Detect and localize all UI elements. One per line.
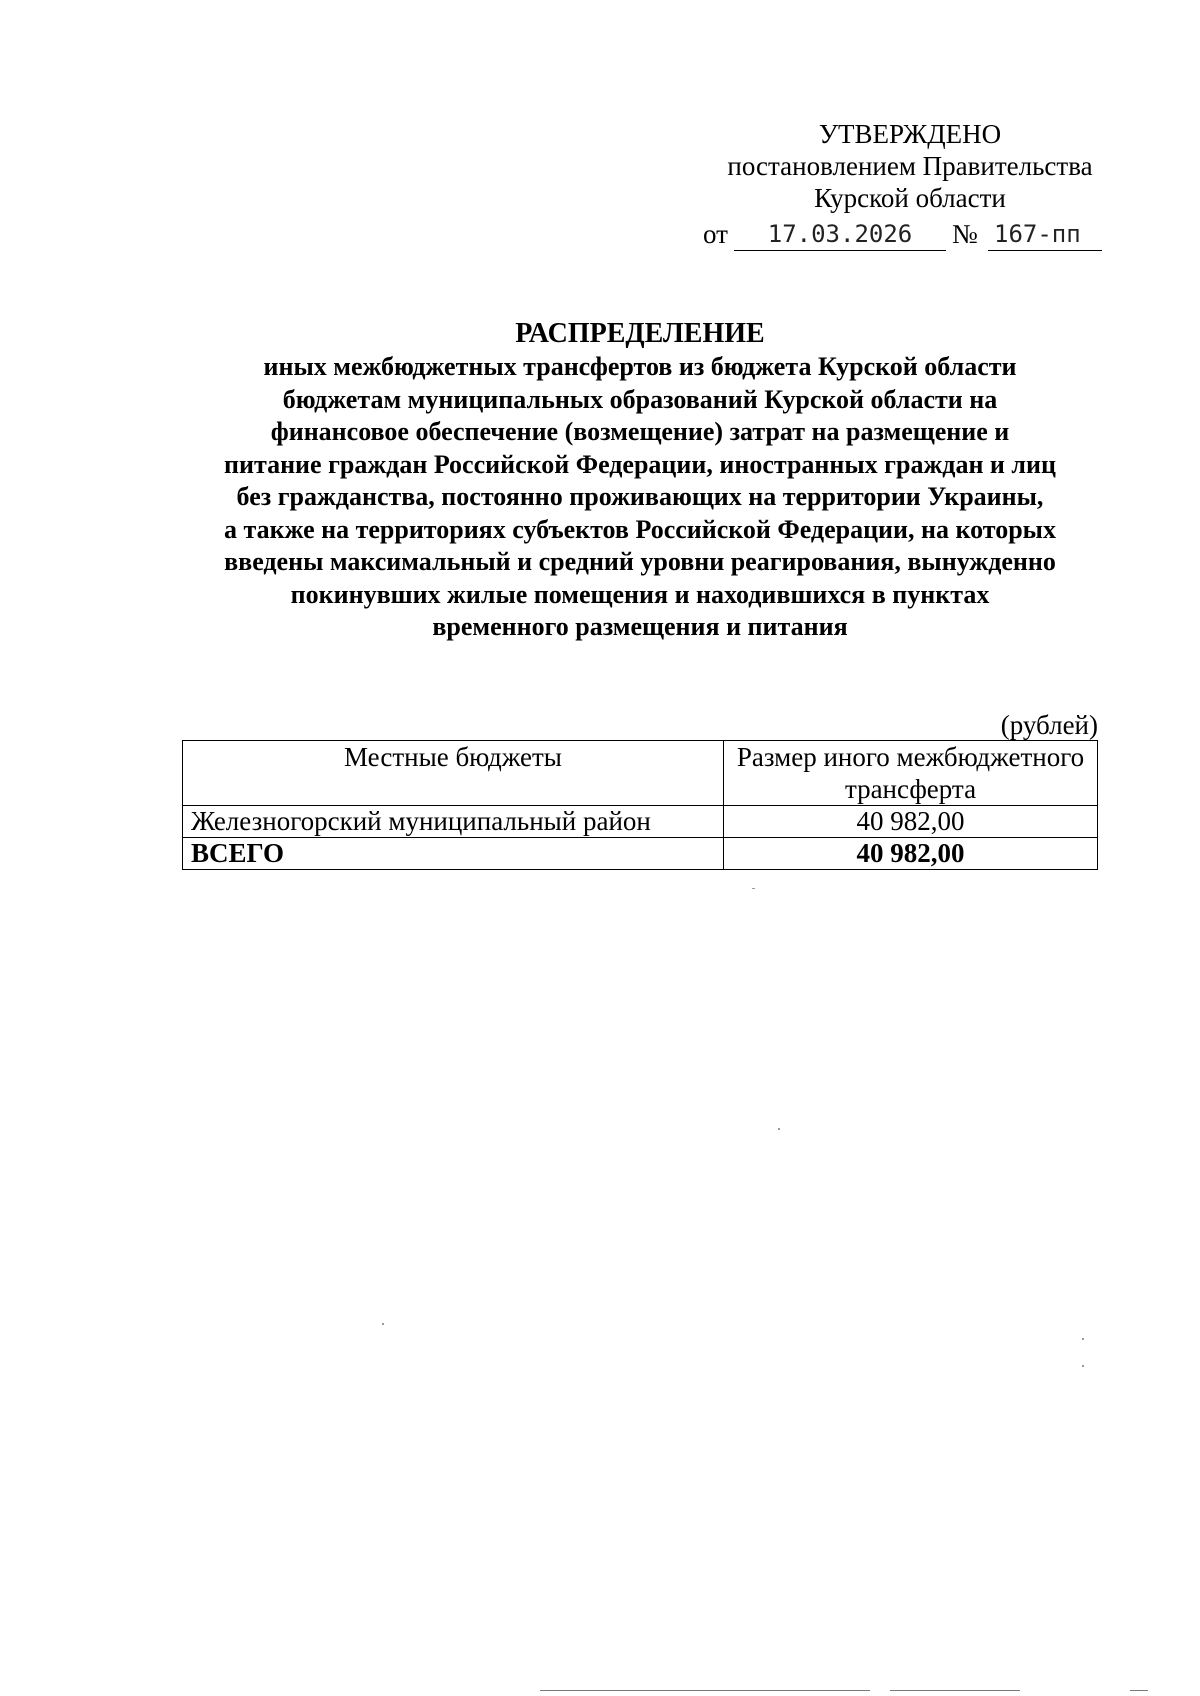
column-header-amount: Размер иного межбюджетного трансферта: [724, 741, 1098, 806]
approval-region: Курской области: [814, 183, 1006, 213]
date-prefix: от: [703, 219, 728, 249]
scan-speck: [752, 888, 755, 889]
scan-speck: [1082, 1365, 1084, 1367]
title-line: иных межбюджетных трансфертов из бюджета Курской области: [263, 352, 1017, 381]
total-label-cell: ВСЕГО: [183, 838, 724, 870]
distribution-table: [182, 740, 1098, 870]
column-header-budgets: Местные бюджеты: [183, 741, 724, 806]
title-heading: РАСПРЕДЕЛЕНИЕ: [515, 318, 765, 349]
approval-number: 167-пп: [988, 218, 1102, 251]
document-title: [150, 318, 1130, 644]
title-line: финансовое обеспечение (возмещение) затрат на размещение и: [270, 417, 1010, 446]
title-line: питание граждан Российской Федерации, иностранных граждан и лиц: [224, 449, 1056, 479]
budget-name-cell: Железногорский муниципальный район: [183, 806, 724, 838]
table-total-row: [183, 838, 1098, 870]
scan-edge-line: [890, 1690, 1020, 1691]
title-line: введены максимальный и средний уровни реагирования, вынужденно: [224, 547, 1056, 576]
scan-edge-line: [1130, 1690, 1148, 1691]
title-line: покинувших жилые помещения и находившихся в пунктах: [290, 579, 990, 609]
unit-label: (рублей): [1000, 710, 1098, 740]
scan-speck: [382, 1323, 384, 1325]
title-line: без гражданства, постоянно проживающих на территории Украины,: [236, 482, 1044, 511]
approval-date: 17.03.2026: [734, 218, 946, 251]
number-sign: №: [952, 219, 978, 249]
title-line: временного размещения и питания: [432, 612, 848, 641]
approval-status: УТВЕРЖДЕНО: [818, 119, 1002, 149]
approval-date-line: [700, 218, 1120, 252]
title-line: бюджетам муниципальных образований Курской области на: [282, 384, 998, 414]
total-amount-cell: 40 982,00: [724, 838, 1098, 870]
scan-speck: [1082, 1338, 1084, 1340]
table-row: [183, 806, 1098, 838]
table-header-row: [183, 741, 1098, 806]
approval-stamp: [700, 118, 1120, 249]
title-line: а также на территориях субъектов Российской Федерации, на которых: [224, 514, 1056, 544]
scan-edge-line: [540, 1690, 870, 1691]
amount-cell: 40 982,00: [724, 806, 1098, 838]
scan-speck: [778, 1128, 780, 1130]
title-description: [150, 351, 1130, 644]
approval-authority: постановлением Правительства: [727, 151, 1093, 181]
